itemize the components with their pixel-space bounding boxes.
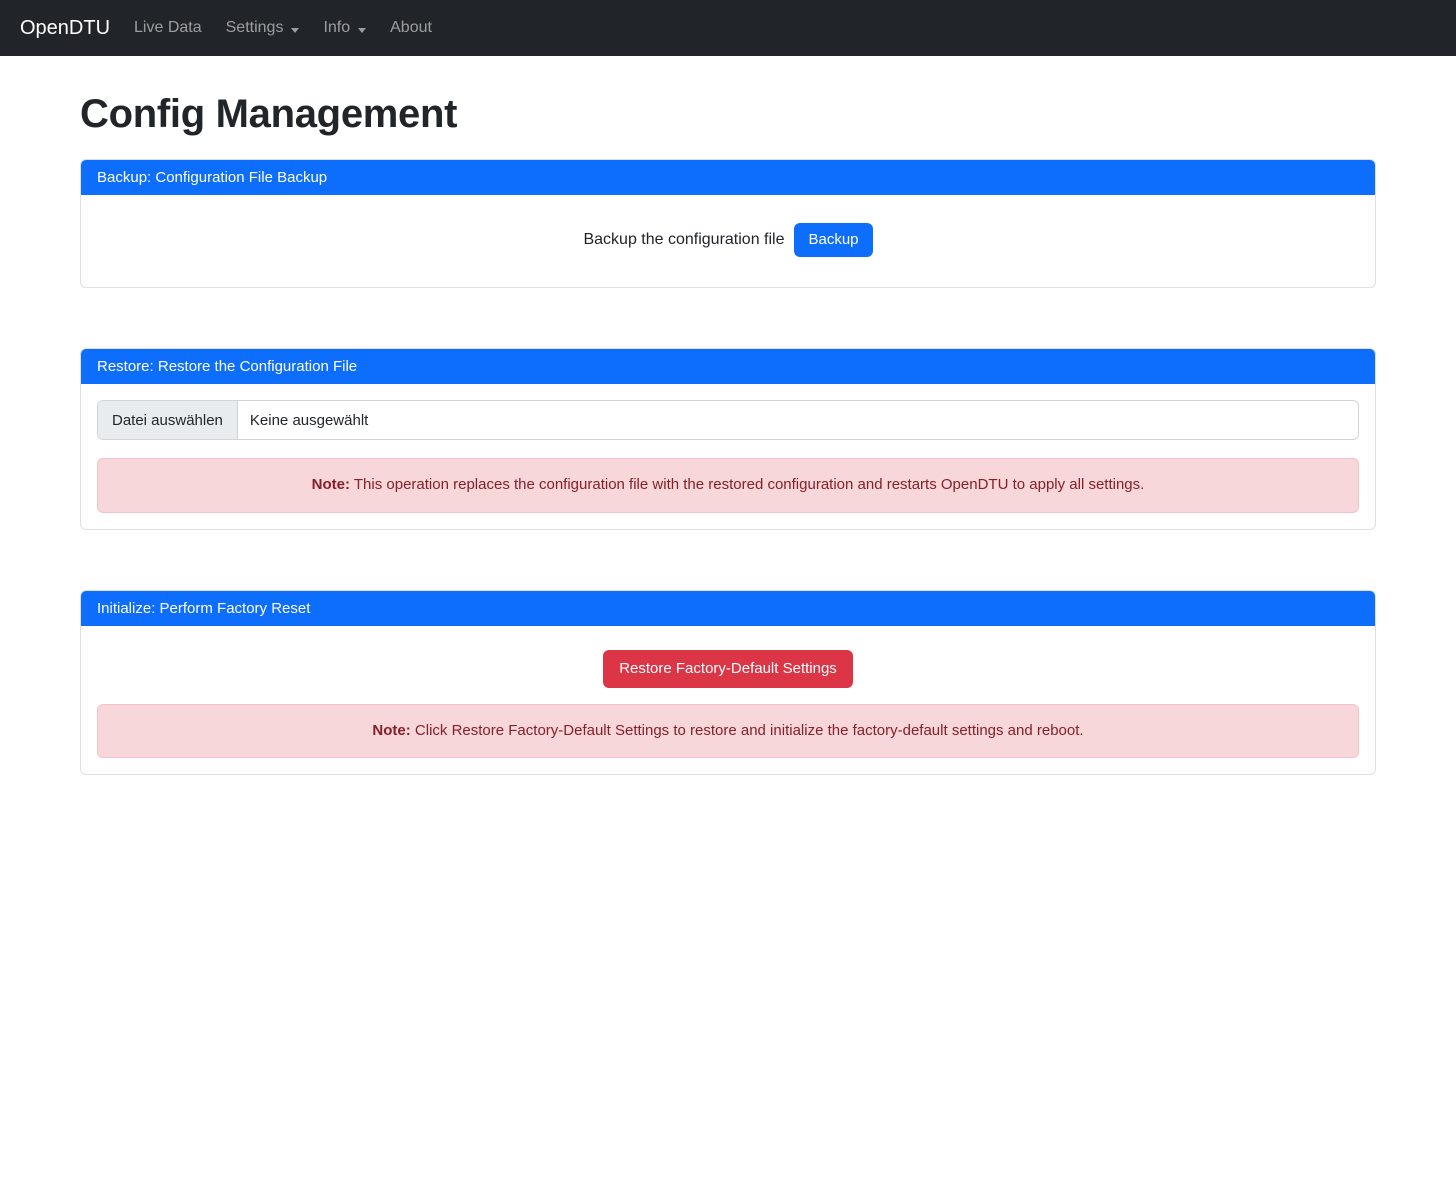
backup-card-body bbox=[81, 195, 1375, 287]
nav-item-info-label: Info bbox=[323, 19, 351, 36]
backup-row bbox=[97, 211, 1359, 271]
top-navbar bbox=[0, 0, 1456, 56]
selected-file-name: Keine ausgewählt bbox=[249, 411, 369, 429]
initialize-card bbox=[80, 590, 1376, 776]
page-content bbox=[0, 92, 1456, 775]
factory-reset-row bbox=[97, 642, 1359, 704]
restore-note-alert bbox=[97, 458, 1359, 513]
backup-description: Backup the configuration file bbox=[583, 231, 785, 248]
nav-item-live-data[interactable] bbox=[122, 11, 214, 45]
nav-item-about[interactable] bbox=[378, 11, 444, 45]
restore-card-header: Restore: Restore the Configuration File bbox=[81, 349, 1375, 384]
initialize-note-label: Note: bbox=[372, 721, 411, 739]
restore-factory-defaults-button[interactable]: Restore Factory-Default Settings bbox=[603, 650, 853, 688]
restore-note-label: Note: bbox=[311, 476, 350, 493]
restore-note-text: This operation replaces the configuration file with the restored configuration and restarts OpenDTU to apply all settings. bbox=[350, 476, 1145, 493]
nav-item-settings[interactable] bbox=[214, 11, 312, 45]
nav-item-live-data-label: Live Data bbox=[134, 19, 202, 36]
nav-item-info[interactable] bbox=[311, 11, 378, 45]
nav-links bbox=[122, 11, 444, 45]
chevron-down-icon bbox=[358, 28, 366, 33]
restore-card-body bbox=[81, 384, 1375, 529]
brand-logo[interactable]: OpenDTU bbox=[20, 17, 111, 39]
initialize-note-alert bbox=[97, 704, 1359, 759]
restore-card bbox=[80, 348, 1376, 530]
initialize-note-text: Click Restore Factory-Default Settings to restore and initialize the factory-default settings and reboot. bbox=[410, 721, 1084, 739]
initialize-card-header: Initialize: Perform Factory Reset bbox=[81, 591, 1375, 626]
choose-file-button[interactable]: Datei auswählen bbox=[98, 401, 238, 439]
initialize-card-body bbox=[81, 626, 1375, 775]
restore-file-input[interactable] bbox=[97, 400, 1359, 440]
backup-card-header: Backup: Configuration File Backup bbox=[81, 160, 1375, 195]
nav-item-about-label: About bbox=[390, 19, 432, 36]
nav-item-settings-label: Settings bbox=[225, 19, 284, 36]
page-title: Config Management bbox=[80, 92, 458, 136]
chevron-down-icon bbox=[291, 28, 299, 33]
backup-button[interactable]: Backup bbox=[794, 223, 872, 257]
backup-card bbox=[80, 159, 1376, 288]
